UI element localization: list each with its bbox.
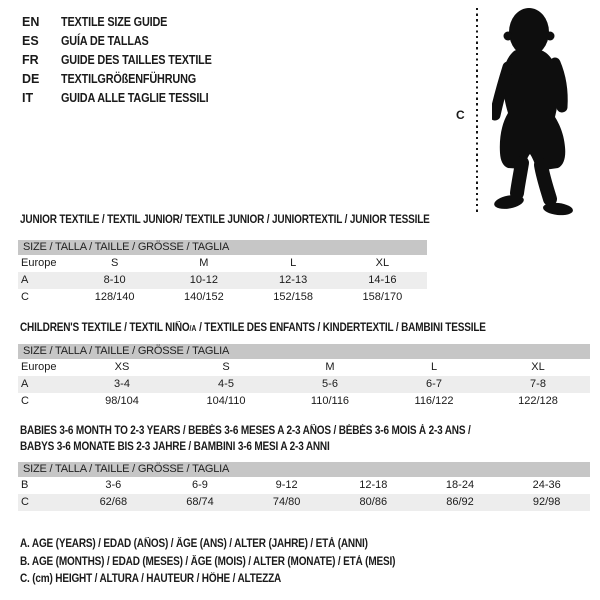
table-cell: 12-18 [359,479,388,491]
row-label: Europe [21,257,57,269]
table-cell: 4-5 [218,378,234,390]
row-label: B [21,479,29,491]
language-title: TEXTILE SIZE GUIDE [61,15,168,29]
size-table-children [18,344,590,410]
table-cell: 92/98 [532,496,561,508]
language-title: TEXTILGRÖßENFÜHRUNG [61,72,197,86]
table-cell: 104/110 [206,395,246,407]
table-header-bar: SIZE / TALLA / TAILLE / GRÖSSE / TAGLIA [18,240,427,255]
language-title: GUIDA ALLE TAGLIE TESSILI [61,91,209,105]
table-cell: 62/68 [99,496,128,508]
table-cell: 12-13 [279,274,308,286]
table-cell: 9-12 [275,479,298,491]
table-cell: 68/74 [186,496,214,508]
row-label: A [21,378,29,390]
table-row [18,393,590,410]
table-cell: 5-6 [322,378,338,390]
table-cell: 18-24 [445,479,475,491]
table-row [18,289,427,306]
table-cell: 24-36 [532,479,561,491]
row-label: C [21,291,29,303]
height-measure-label: C [456,108,465,122]
table-cell: 98/104 [105,395,139,407]
size-table-babies [18,462,590,511]
table-cell: 128/140 [94,291,135,303]
table-cell: 6-7 [426,378,442,390]
legend-line-c: C. (cm) HEIGHT / ALTURA / HAUTEUR / HÖHE / ALTEZZA [20,573,282,585]
table-row [18,376,590,393]
height-measure-dotted-line [476,8,478,213]
language-code: IT [22,91,34,105]
language-title: GUIDE DES TAILLES TEXTILE [61,53,212,67]
table-cell: 3-4 [114,378,130,390]
language-list [22,13,234,108]
table-cell: 14-16 [368,274,397,286]
row-label: C [21,496,29,508]
table-cell: M [325,361,335,373]
table-cell: 140/152 [183,291,224,303]
language-code: ES [22,34,39,48]
size-table-junior [18,240,427,306]
table-cell: S [110,257,119,269]
row-label: Europe [21,361,57,373]
table-cell: L [430,361,438,373]
table-cell: 10-12 [189,274,218,286]
table-header-bar: SIZE / TALLA / TAILLE / GRÖSSE / TAGLIA [18,462,590,477]
table-cell: 8-10 [103,274,126,286]
table-cell: 7-8 [530,378,546,390]
legend-line-b: B. AGE (MONTHS) / EDAD (MESES) / ÂGE (MOIS) / ALTER (MONATE) / ETÀ (MESI) [20,555,396,568]
language-code: FR [22,53,39,67]
language-code: EN [22,15,40,29]
section-title-junior: JUNIOR TEXTILE / TEXTIL JUNIOR/ TEXTILE JUNIOR / JUNIORTEXTIL / JUNIOR TESSILE [20,214,430,226]
table-row [18,359,590,376]
measurement-legend [20,536,451,589]
table-row [18,477,590,494]
section-title-babies: BABIES 3-6 MONTH TO 2-3 YEARS / BEBÉS 3-6 MESES A 2-3 AÑOS / BÉBÉS 3-6 MOIS À 2-3 ANS / BABYS 3-6 MONATE BIS 2-3 JAHRE / BAMBINI 3-6 MESI A 2-3 ANNI [20,425,471,453]
table-cell: XL [531,361,545,373]
table-cell: 80/86 [359,496,388,508]
language-code: DE [22,72,40,86]
baby-silhouette-icon [492,5,592,216]
legend-line-a: A. AGE (YEARS) / EDAD (AÑOS) / ÂGE (ANS) / ALTER (JAHRE) / ETÀ (ANNI) [20,538,368,550]
table-cell: 122/128 [518,395,558,407]
table-cell: S [222,361,230,373]
gender-subscript: /A [189,324,197,333]
table-row [18,272,427,289]
table-cell: L [290,257,297,269]
language-row [22,51,234,70]
table-cell: 6-9 [192,479,208,491]
row-label: A [21,274,29,286]
row-label: C [21,395,29,407]
table-cell: 74/80 [272,496,301,508]
language-row [22,13,234,32]
language-row [22,32,234,51]
table-header-bar: SIZE / TALLA / TAILLE / GRÖSSE / TAGLIA [18,344,590,359]
table-cell: 116/122 [414,395,454,407]
table-cell: 86/92 [446,496,474,508]
table-row [18,494,590,511]
language-row [22,70,234,89]
table-cell: 152/158 [273,291,313,303]
section-title-children: CHILDREN'S TEXTILE / TEXTIL NIÑO/A / TEXTILE DES ENFANTS / KINDERTEXTIL / BAMBINI TESSILE [20,322,486,334]
table-cell: 110/116 [310,395,350,407]
table-cell: XS [114,361,130,373]
table-cell: M [199,257,209,269]
language-row [22,89,234,108]
table-cell: 3-6 [105,479,122,491]
language-title: GUÍA DE TALLAS [61,34,149,48]
table-cell: XL [375,257,390,269]
table-cell: 158/170 [362,291,403,303]
table-row [18,255,427,272]
